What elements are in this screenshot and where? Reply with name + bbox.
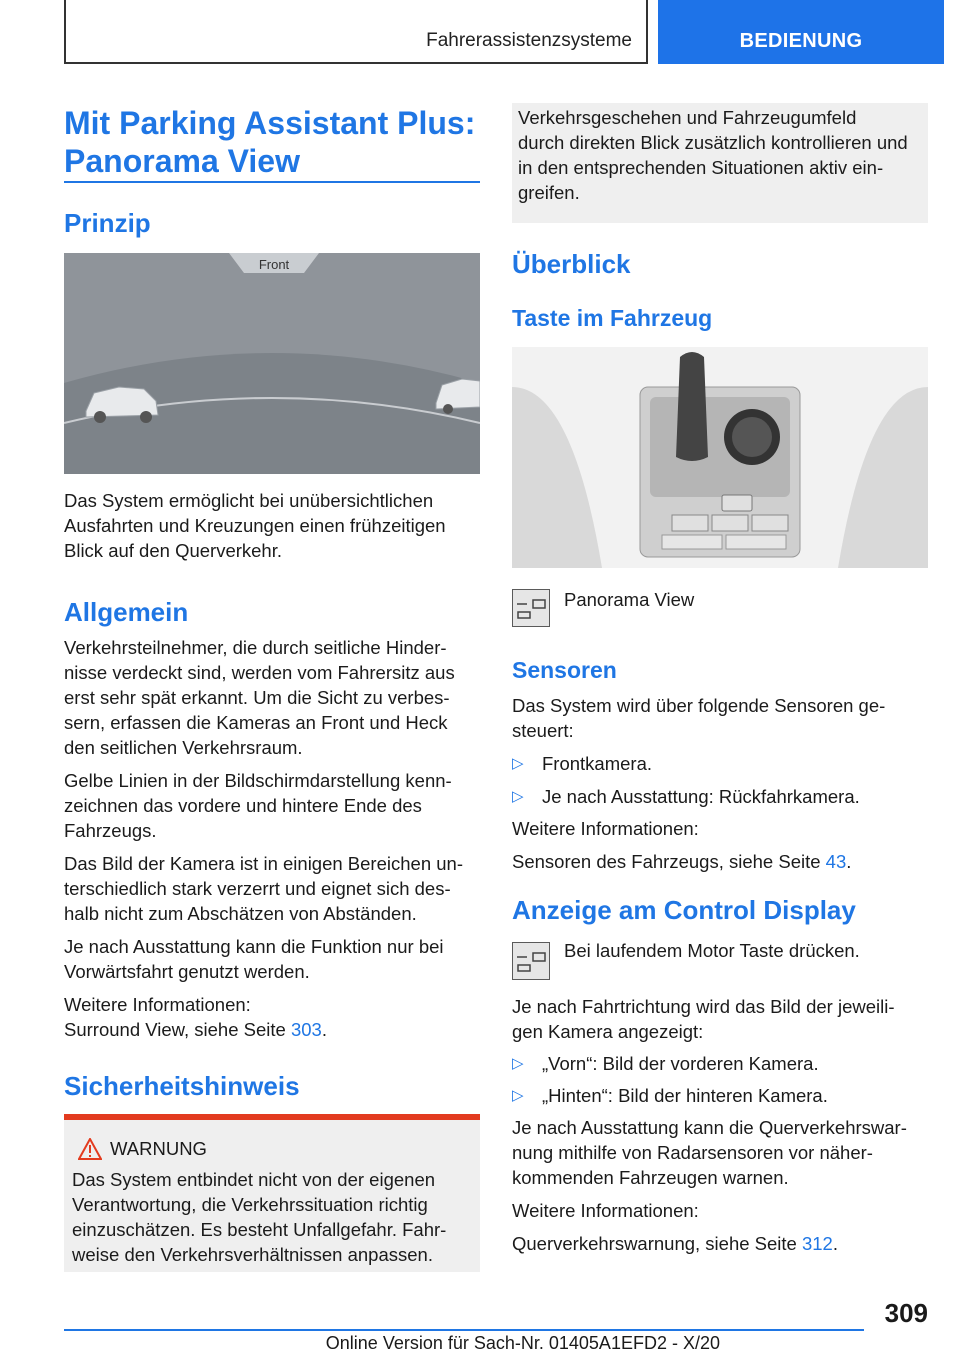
list-item: ▷ Je nach Ausstattung: Rückfahrkamera. — [512, 786, 860, 807]
anzeige-heading: Anzeige am Control Display — [512, 895, 856, 925]
anzeige-text: Je nach Fahrtrichtung wird das Bild der jeweili- gen Kamera angezeigt: — [512, 996, 895, 1042]
prinzip-heading: Prinzip — [64, 208, 151, 238]
footer-rule — [64, 1329, 864, 1331]
title-rule — [64, 181, 480, 183]
anzeige-p2: Je nach Ausstattung kann die Querverkehrswar- nung mithilfe von Radarsensoren vor näher- kommenden Fahrzeugen warnen. Weitere Informationen: Querverkehrswarnung, siehe Seite 312. — [512, 1117, 907, 1254]
footer-online-version: Online Version für Sach-Nr. 01405A1EFD2 - X/20 — [325, 1333, 720, 1353]
sensoren-ref: Weitere Informationen: Sensoren des Fahrzeugs, siehe Seite 43. — [512, 818, 852, 872]
allgemein-text: Verkehrsteilnehmer, die durch seitliche Hinder- nisse verdeckt sind, werden vom Fahrersitz aus erst sehr spät erkannt. Um die Sicht zu verbes- sern, erfassen die Kameras an Front und Heck den seitlichen Verkehrsraum. Gelbe Linien in der Bildschirmdarstellung kenn- zeichnen das vordere und hintere Ende des Fahrzeugs. Das Bild der Kamera ist in einigen Bereichen un- terschiedlich stark verzerrt und eignet sich des- halb nicht zum Abschätzen von Abständen. Je nach Ausstattung kann die Funktion nur bei Vorwärtsfahrt genutzt werden. Weitere Informationen: Surround View, siehe Seite 303. — [64, 635, 484, 1042]
warning-title: WARNUNG — [110, 1138, 207, 1159]
list-item: ▷ Frontkamera. — [512, 753, 653, 774]
warning-icon — [78, 1138, 102, 1165]
page-number: 309 — [884, 1298, 928, 1328]
sensoren-heading: Sensoren — [512, 657, 617, 683]
header-section-box — [64, 0, 648, 64]
console-figure — [512, 347, 928, 568]
taste-heading: Taste im Fahrzeug — [512, 305, 713, 331]
button-caption: Panorama View — [564, 589, 695, 610]
sicherheit-heading: Sicherheitshinweis — [64, 1071, 300, 1101]
header-section-title: Fahrerassistenzsysteme — [426, 30, 632, 51]
prinzip-text: Das System ermöglicht bei unübersichtlichen Ausfahrten und Kreuzungen einen frühzeitigen Blick auf den Querverkehr. — [64, 490, 446, 561]
figure-label-front: Front — [258, 257, 290, 272]
panorama-illustration — [64, 253, 480, 474]
panorama-figure — [64, 253, 480, 474]
panorama-view-button-icon — [512, 942, 550, 980]
header-tab[interactable] — [658, 0, 944, 64]
sensoren-ref-link[interactable]: 43 — [825, 851, 847, 872]
page-title: Mit Parking Assistant Plus: Panorama View — [64, 105, 476, 179]
sensoren-text: Das System wird über folgende Sensoren ge- steuert: — [512, 695, 886, 741]
panorama-view-button-icon — [512, 589, 550, 627]
surround-ref-link[interactable]: 303 — [290, 1019, 322, 1040]
quer-ref-link[interactable]: 312 — [801, 1233, 833, 1254]
ueberblick-heading: Überblick — [512, 249, 631, 279]
surround-ref: Surround View, siehe Seite 303. — [64, 1019, 327, 1040]
allgemein-heading: Allgemein — [64, 597, 189, 627]
warning-text: Das System entbindet nicht von der eigenen Verantwortung, die Verkehrssituation richtig einzuschätzen. Es besteht Unfallgefahr. Fahr- weise den Verkehrsverhältnissen anpassen. — [72, 1169, 447, 1265]
anzeige-step: Bei laufendem Motor Taste drücken. — [564, 940, 860, 961]
warning-box — [64, 1114, 480, 1272]
warning-continued-text: Verkehrsgeschehen und Fahrzeugumfeld durch direkten Blick zusätzlich kontrollieren und in den entsprechenden Situationen aktiv ein- greifen. — [518, 107, 908, 203]
console-illustration — [512, 347, 928, 568]
list-item: ▷ „Hinten“: Bild der hinteren Kamera. — [512, 1085, 828, 1106]
warning-continued-box — [512, 103, 928, 223]
list-item: ▷ „Vorn“: Bild der vorderen Kamera. — [512, 1053, 819, 1074]
header-tab-label: BEDIENUNG — [739, 30, 863, 52]
